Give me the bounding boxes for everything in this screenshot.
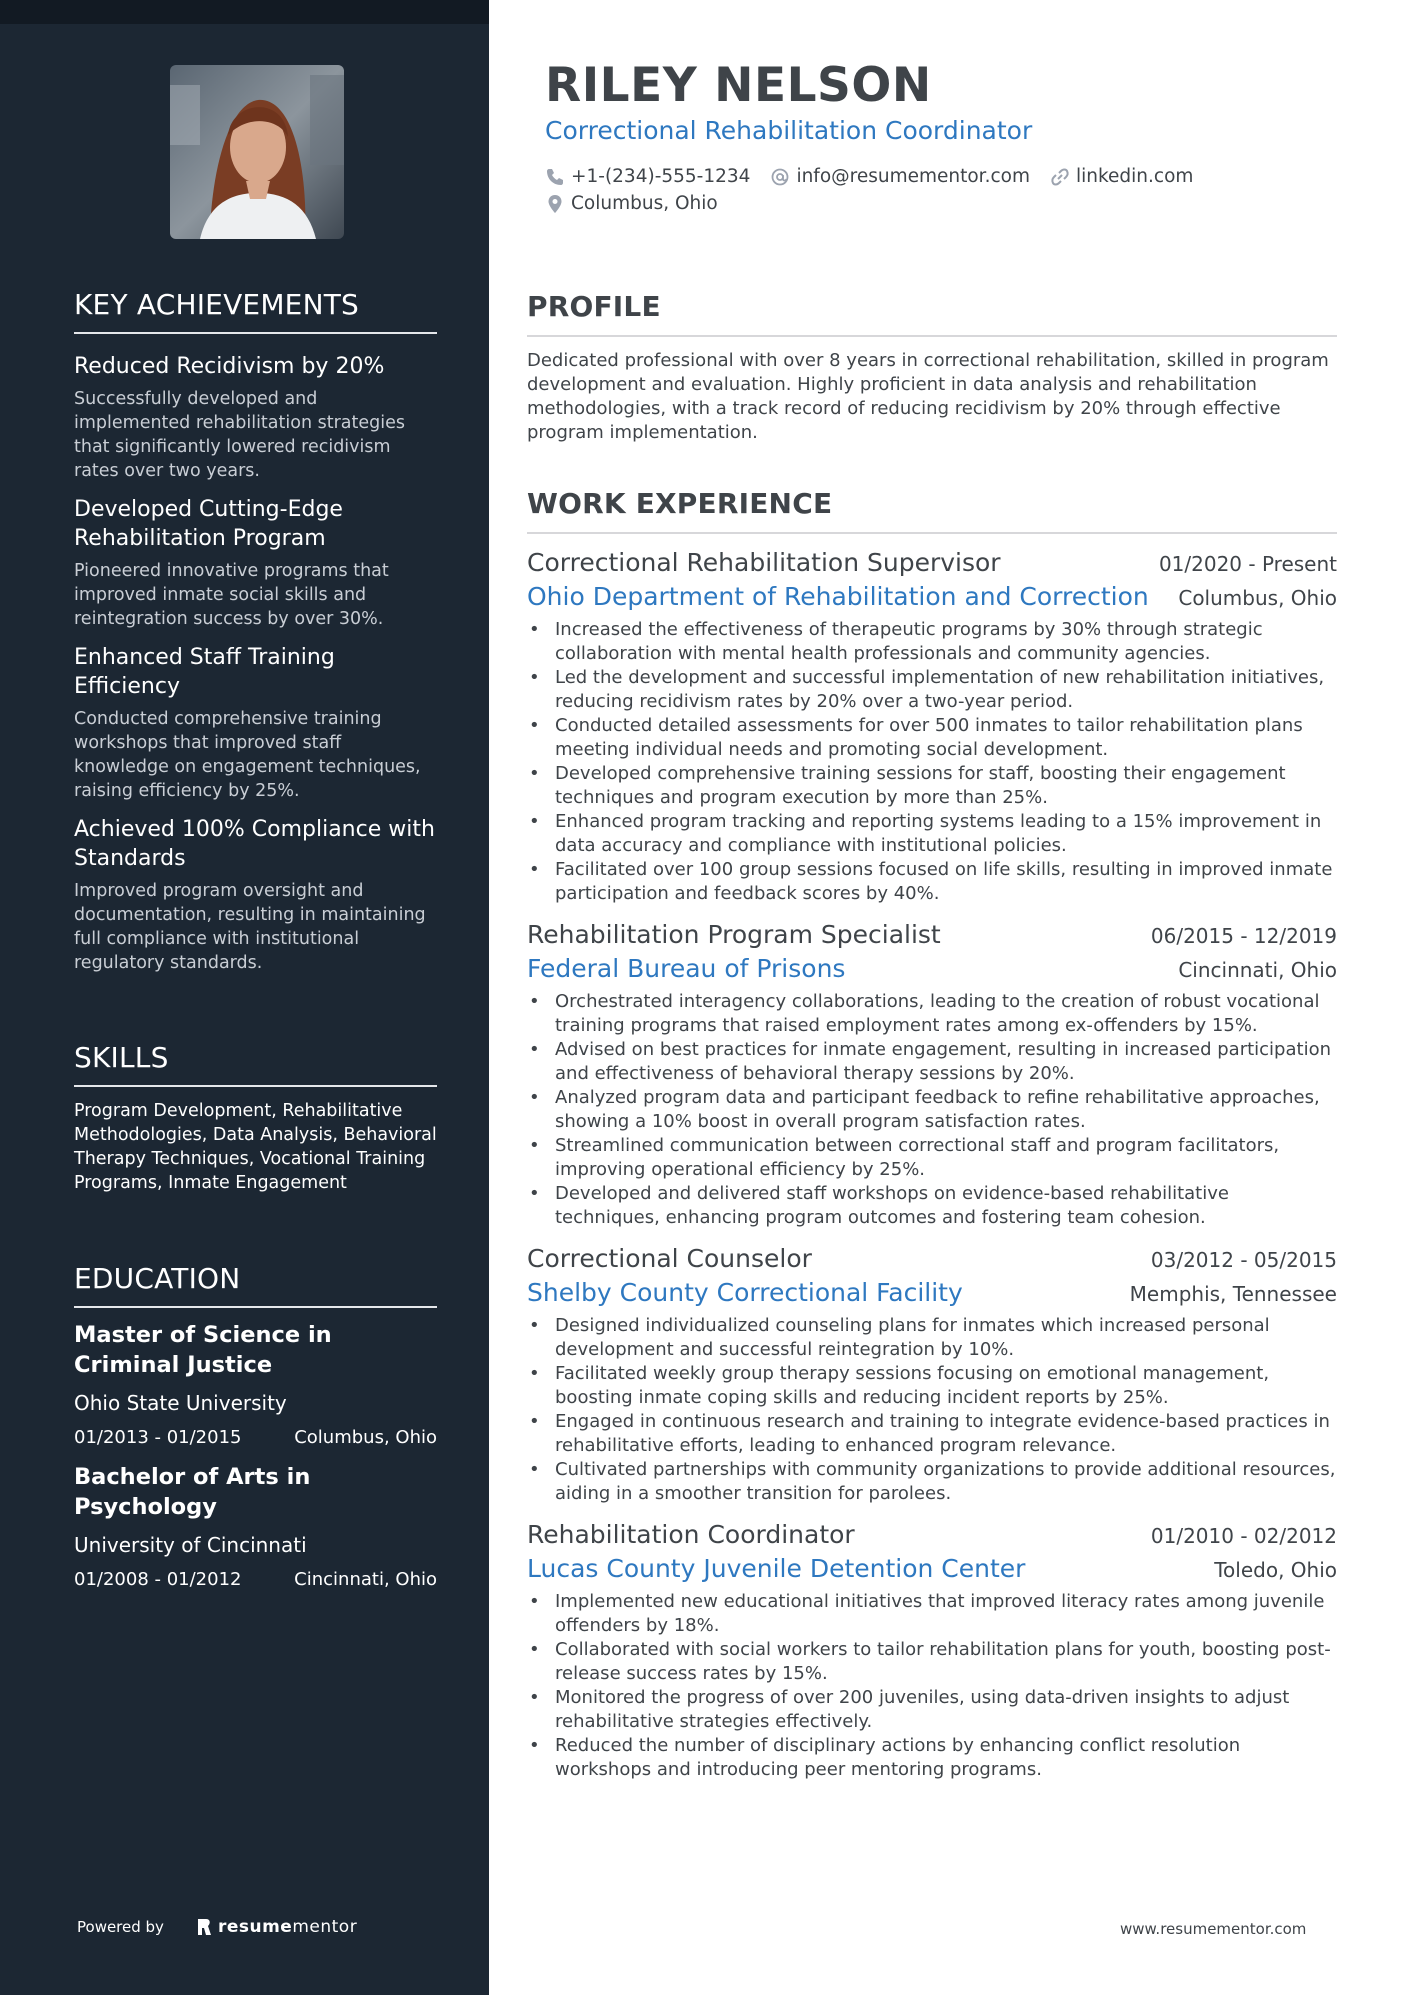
job-bullets — [527, 1314, 1337, 1506]
job-bullets — [527, 990, 1337, 1230]
job-dates: 03/2012 - 05/2015 — [1150, 1248, 1337, 1272]
job-bullet: • Increased the effectiveness of therapeutic programs by 30% through strategic collaboration with mental health professionals and community agencies. — [527, 618, 1337, 666]
job-bullets — [527, 1590, 1337, 1782]
job-organization: Ohio Department of Rehabilitation and Correction — [527, 582, 1149, 611]
education-location: Columbus, Ohio — [294, 1427, 437, 1448]
candidate-name: RILEY NELSON — [545, 58, 932, 113]
at-icon — [770, 167, 790, 187]
achievement-item — [74, 352, 437, 483]
education-school: University of Cincinnati — [74, 1533, 307, 1557]
education-item — [74, 1320, 437, 1450]
education-meta — [74, 1426, 437, 1450]
skills-list: Program Development, Rehabilitative Methodologies, Data Analysis, Behavioral Therapy Techniques, Vocational Training Programs, Inmate Engagement — [74, 1101, 437, 1193]
email-address: info@resumementor.com — [796, 166, 1030, 187]
map-pin-icon — [545, 194, 565, 214]
achievement-title: Reduced Recidivism by 20% — [74, 354, 385, 379]
job-bullet: • Advised on best practices for inmate engagement, resulting in increased participation and effectiveness of behavioral therapy sessions by 20%. — [527, 1038, 1337, 1086]
job-bullet: • Led the development and successful implementation of new rehabilitation initiatives, reducing recidivism rates by 20% over a two-year period. — [527, 666, 1337, 714]
job-dates: 06/2015 - 12/2019 — [1150, 924, 1337, 948]
linkedin-link: linkedin.com — [1075, 166, 1194, 187]
job-organization: Federal Bureau of Prisons — [527, 954, 846, 983]
profile-heading: PROFILE — [527, 290, 1337, 337]
job-title: Correctional Rehabilitation Supervisor — [527, 548, 1001, 577]
job-bullet: • Streamlined communication between correctional staff and program facilitators, improving operational efficiency by 25%. — [527, 1134, 1337, 1182]
achievement-item — [74, 643, 437, 803]
job-dates: 01/2010 - 02/2012 — [1150, 1524, 1337, 1548]
contact-location — [545, 193, 718, 214]
job-location: Memphis, Tennessee — [1129, 1282, 1337, 1306]
profile-text: Dedicated professional with over 8 years in correctional rehabilitation, skilled in program development and evaluation. Highly proficient in data analysis and rehabilitation methodologies, with a track record of reducing recidivism by 20% through effective program implementation. — [527, 350, 1329, 443]
job-bullet: • Analyzed program data and participant feedback to refine rehabilitative approaches, showing a 10% boost in overall program satisfaction rates. — [527, 1086, 1337, 1134]
achievement-title: Achieved 100% Compliance with Standards — [74, 817, 435, 871]
achievement-item — [74, 815, 437, 975]
job-bullet: • Collaborated with social workers to tailor rehabilitation plans for youth, boosting post-release success rates by 15%. — [527, 1638, 1337, 1686]
phone-number: +1-(234)-555-1234 — [571, 166, 751, 187]
brand-logo-icon — [196, 1917, 212, 1937]
job-bullet: • Monitored the progress of over 200 juveniles, using data-driven insights to adjust rehabilitative strategies effectively. — [527, 1686, 1337, 1734]
achievement-description: Improved program oversight and documentation, resulting in maintaining full compliance with institutional regulatory standards. — [74, 881, 426, 973]
contact-phone[interactable] — [545, 166, 750, 187]
education-heading: EDUCATION — [74, 1262, 437, 1308]
powered-by — [77, 1917, 357, 1937]
brand-logo[interactable] — [196, 1917, 357, 1937]
skills-section — [74, 1041, 437, 1195]
work-experience-heading: WORK EXPERIENCE — [527, 487, 1337, 534]
job-bullet: • Facilitated weekly group therapy sessions focusing on emotional management, boosting inmate coping skills and reducing incident reports by 25%. — [527, 1362, 1337, 1410]
job-location: Cincinnati, Ohio — [1178, 958, 1337, 982]
sidebar-top-bar — [0, 0, 489, 24]
job-location: Columbus, Ohio — [1178, 586, 1337, 610]
education-dates: 01/2008 - 01/2012 — [74, 1569, 242, 1590]
job-bullet: • Enhanced program tracking and reporting systems leading to a 15% improvement in data accuracy and compliance with institutional policies. — [527, 810, 1337, 858]
job-bullet: • Engaged in continuous research and training to integrate evidence-based practices in rehabilitative efforts, leading to enhanced program relevance. — [527, 1410, 1337, 1458]
job-bullet: • Designed individualized counseling plans for inmates which increased personal development and successful reintegration by 10%. — [527, 1314, 1337, 1362]
achievement-description: Conducted comprehensive training workshops that improved staff knowledge on engagement techniques, raising efficiency by 25%. — [74, 709, 421, 801]
job-bullet: • Developed comprehensive training sessions for staff, boosting their engagement techniques and program execution by more than 25%. — [527, 762, 1337, 810]
job-organization: Lucas County Juvenile Detention Center — [527, 1554, 1026, 1583]
job-bullet: • Reduced the number of disciplinary actions by enhancing conflict resolution workshops and introducing peer mentoring programs. — [527, 1734, 1337, 1782]
education-meta — [74, 1568, 437, 1592]
education-school: Ohio State University — [74, 1391, 287, 1415]
education-degree: Master of Science in Criminal Justice — [74, 1322, 332, 1378]
job-title: Rehabilitation Program Specialist — [527, 920, 941, 949]
powered-by-label: Powered by — [77, 1918, 164, 1936]
job-bullet: • Implemented new educational initiatives that improved literacy rates among juvenile offenders by 18%. — [527, 1590, 1337, 1638]
job-organization: Shelby County Correctional Facility — [527, 1278, 963, 1307]
job-entry — [527, 546, 1337, 906]
achievement-title: Enhanced Staff Training Efficiency — [74, 645, 335, 699]
skills-heading: SKILLS — [74, 1041, 437, 1087]
achievement-title: Developed Cutting-Edge Rehabilitation Program — [74, 497, 343, 551]
job-bullets — [527, 618, 1337, 906]
phone-icon — [545, 167, 565, 187]
contact-linkedin[interactable] — [1050, 166, 1193, 187]
footer-website-link[interactable]: www.resumementor.com — [1120, 1920, 1307, 1938]
job-bullet: • Developed and delivered staff workshops on evidence-based rehabilitative techniques, enhancing program outcomes and fostering team cohesion. — [527, 1182, 1337, 1230]
job-location: Toledo, Ohio — [1214, 1558, 1337, 1582]
job-bullet: • Cultivated partnerships with community organizations to provide additional resources, aiding in a smoother transition for parolees. — [527, 1458, 1337, 1506]
education-location: Cincinnati, Ohio — [294, 1569, 437, 1590]
profile-photo — [170, 65, 344, 239]
candidate-role: Correctional Rehabilitation Coordinator — [545, 116, 1033, 145]
job-title: Rehabilitation Coordinator — [527, 1520, 855, 1549]
education-degree: Bachelor of Arts in Psychology — [74, 1464, 311, 1520]
job-entry — [527, 918, 1337, 1230]
achievements-section — [74, 288, 437, 975]
job-dates: 01/2020 - Present — [1158, 552, 1337, 576]
contact-info — [545, 163, 1345, 217]
achievement-item — [74, 495, 437, 631]
achievement-description: Successfully developed and implemented rehabilitation strategies that significantly lowered recidivism rates over two years. — [74, 389, 405, 481]
contact-email[interactable] — [770, 166, 1030, 187]
education-dates: 01/2013 - 01/2015 — [74, 1427, 242, 1448]
job-title: Correctional Counselor — [527, 1244, 812, 1273]
job-bullet: • Facilitated over 100 group sessions focused on life skills, resulting in improved inmate participation and feedback scores by 40%. — [527, 858, 1337, 906]
location-text: Columbus, Ohio — [571, 193, 718, 214]
education-item — [74, 1462, 437, 1592]
link-icon — [1050, 167, 1070, 187]
brand-name-bold: resume — [217, 1917, 293, 1937]
brand-name-light: mentor — [292, 1917, 358, 1937]
job-bullet: • Conducted detailed assessments for over 500 inmates to tailor rehabilitation plans meeting individual needs and promoting social development. — [527, 714, 1337, 762]
sidebar — [0, 0, 489, 1995]
job-entry — [527, 1242, 1337, 1506]
achievement-description: Pioneered innovative programs that improved inmate social skills and reintegration success by over 30%. — [74, 561, 389, 629]
achievements-heading: KEY ACHIEVEMENTS — [74, 288, 437, 334]
job-bullet: • Orchestrated interagency collaborations, leading to the creation of robust vocational training programs that raised employment rates among ex-offenders by 15%. — [527, 990, 1337, 1038]
profile-section — [527, 290, 1337, 445]
job-entry — [527, 1518, 1337, 1782]
education-section — [74, 1262, 437, 1592]
work-experience-section — [527, 487, 1337, 1782]
